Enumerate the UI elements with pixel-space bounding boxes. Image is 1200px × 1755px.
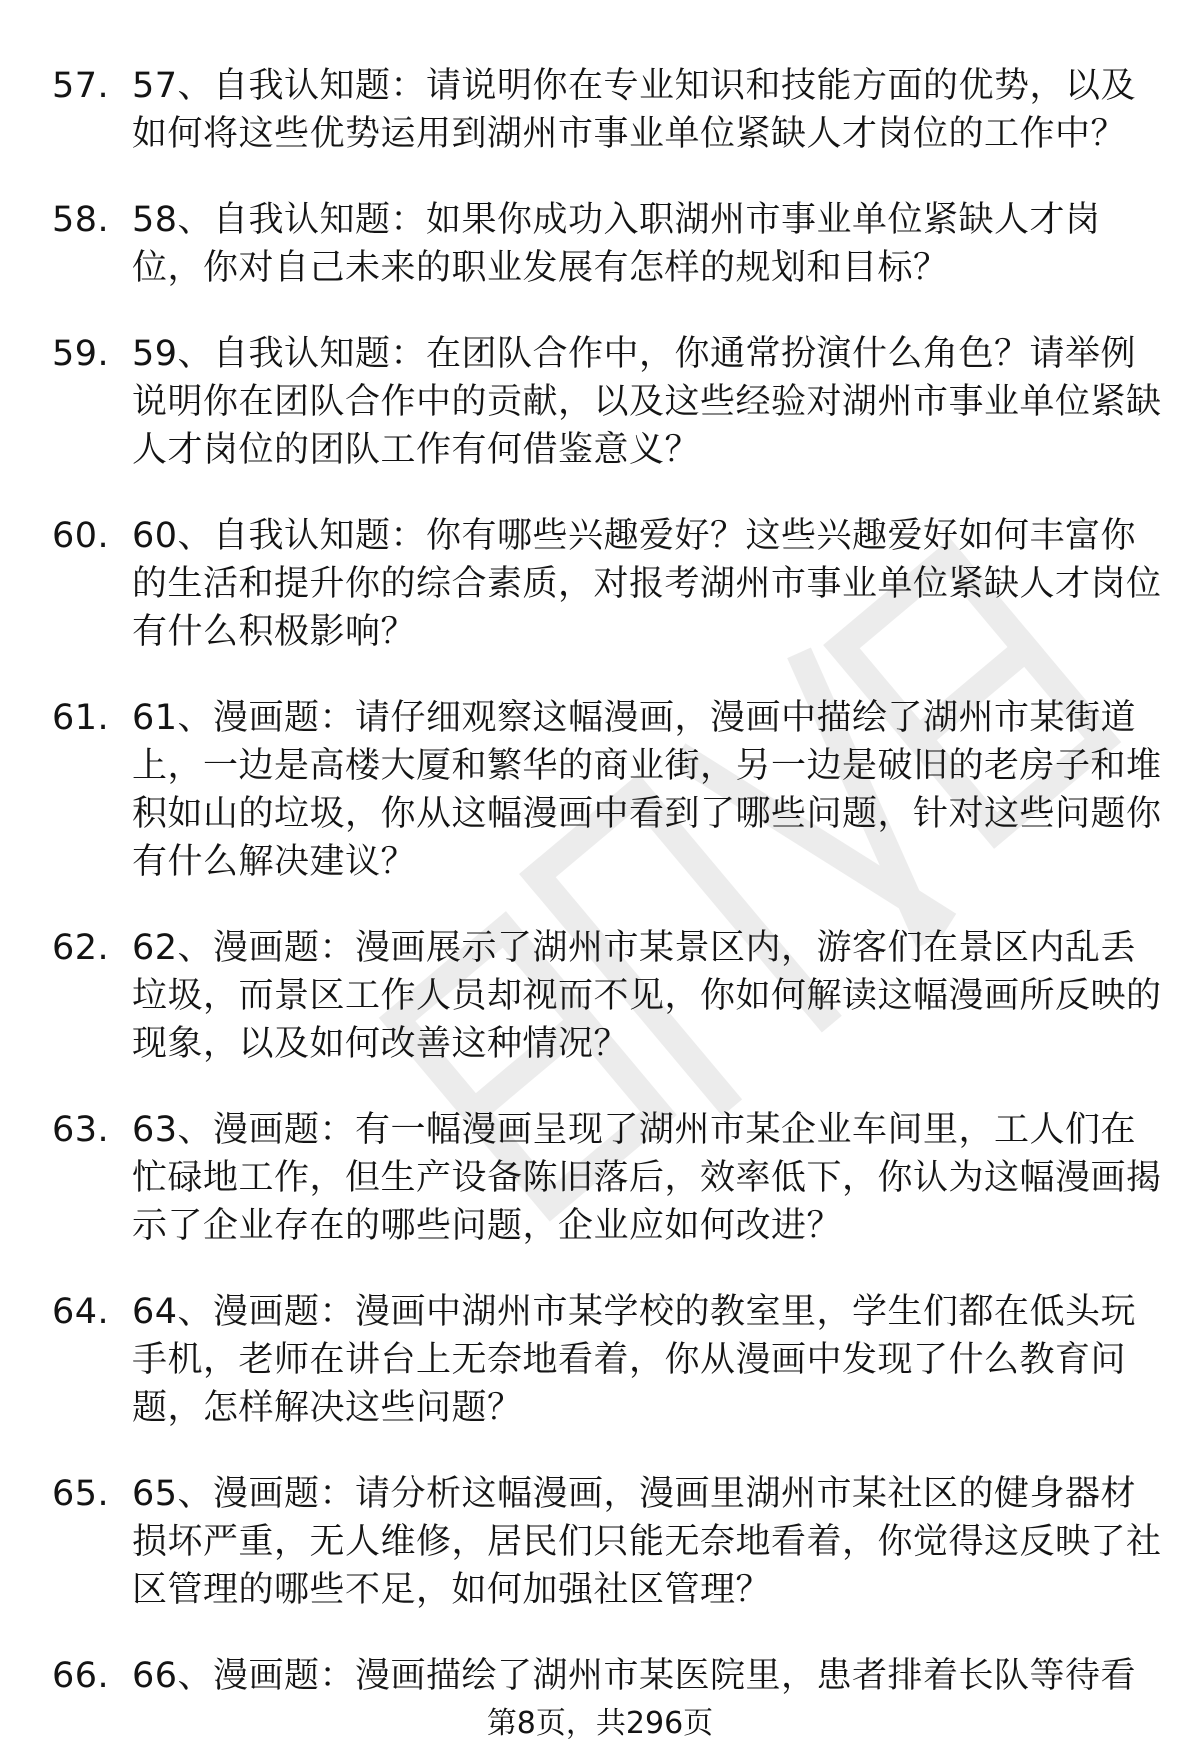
question-list (0, 62, 1200, 1738)
question-text: 59、自我认知题：在团队合作中，你通常扮演什么角色？请举例说明你在团队合作中的贡献，以及这些经验对湖州市事业单位紧缺人才岗位的团队工作有何借鉴意义？ (132, 334, 1162, 470)
question-item (0, 924, 1200, 1068)
question-text: 64、漫画题：漫画中湖州市某学校的教室里，学生们都在低头玩手机，老师在讲台上无奈地看着，你从漫画中发现了什么教育问题，怎样解决这些问题？ (132, 1292, 1137, 1428)
question-item (0, 694, 1200, 886)
question-number: 65. (52, 1474, 110, 1514)
question-text: 66、漫画题：漫画描绘了湖州市某医院里，患者排着长队等待看 (132, 1656, 1137, 1696)
question-item (0, 196, 1200, 292)
question-item (0, 1106, 1200, 1250)
question-number: 58. (52, 200, 110, 240)
question-item (0, 1652, 1200, 1700)
question-text: 57、自我认知题：请说明你在专业知识和技能方面的优势，以及如何将这些优势运用到湖州市事业单位紧缺人才岗位的工作中？ (132, 66, 1137, 154)
question-number: 66. (52, 1656, 110, 1696)
question-text: 62、漫画题：漫画展示了湖州市某景区内，游客们在景区内乱丢垃圾，而景区工作人员却视而不见，你如何解读这幅漫画所反映的现象，以及如何改善这种情况？ (132, 928, 1162, 1064)
question-item (0, 1288, 1200, 1432)
question-item (0, 1470, 1200, 1614)
question-number: 63. (52, 1110, 110, 1150)
question-number: 64. (52, 1292, 110, 1332)
question-item (0, 330, 1200, 474)
question-text: 65、漫画题：请分析这幅漫画，漫画里湖州市某社区的健身器材损坏严重，无人维修，居民们只能无奈地看着，你觉得这反映了社区管理的哪些不足，如何加强社区管理？ (132, 1474, 1162, 1610)
question-number: 57. (52, 66, 110, 106)
question-item (0, 512, 1200, 656)
question-text: 63、漫画题：有一幅漫画呈现了湖州市某企业车间里，工人们在忙碌地工作，但生产设备陈旧落后，效率低下，你认为这幅漫画揭示了企业存在的哪些问题，企业应如何改进？ (132, 1110, 1162, 1246)
question-number: 61. (52, 698, 110, 738)
question-text: 61、漫画题：请仔细观察这幅漫画，漫画中描绘了湖州市某街道上，一边是高楼大厦和繁华的商业街，另一边是破旧的老房子和堆积如山的垃圾，你从这幅漫画中看到了哪些问题，针对这些问题你有什么解决建议？ (132, 698, 1162, 882)
question-text: 60、自我认知题：你有哪些兴趣爱好？这些兴趣爱好如何丰富你的生活和提升你的综合素质，对报考湖州市事业单位紧缺人才岗位有什么积极影响？ (132, 516, 1162, 652)
question-number: 60. (52, 516, 110, 556)
question-number: 59. (52, 334, 110, 374)
question-item (0, 62, 1200, 158)
question-text: 58、自我认知题：如果你成功入职湖州市事业单位紧缺人才岗位，你对自己未来的职业发展有怎样的规划和目标？ (132, 200, 1101, 288)
question-number: 62. (52, 928, 110, 968)
page-number-footer: 第8页，共296页 (0, 1704, 1200, 1744)
